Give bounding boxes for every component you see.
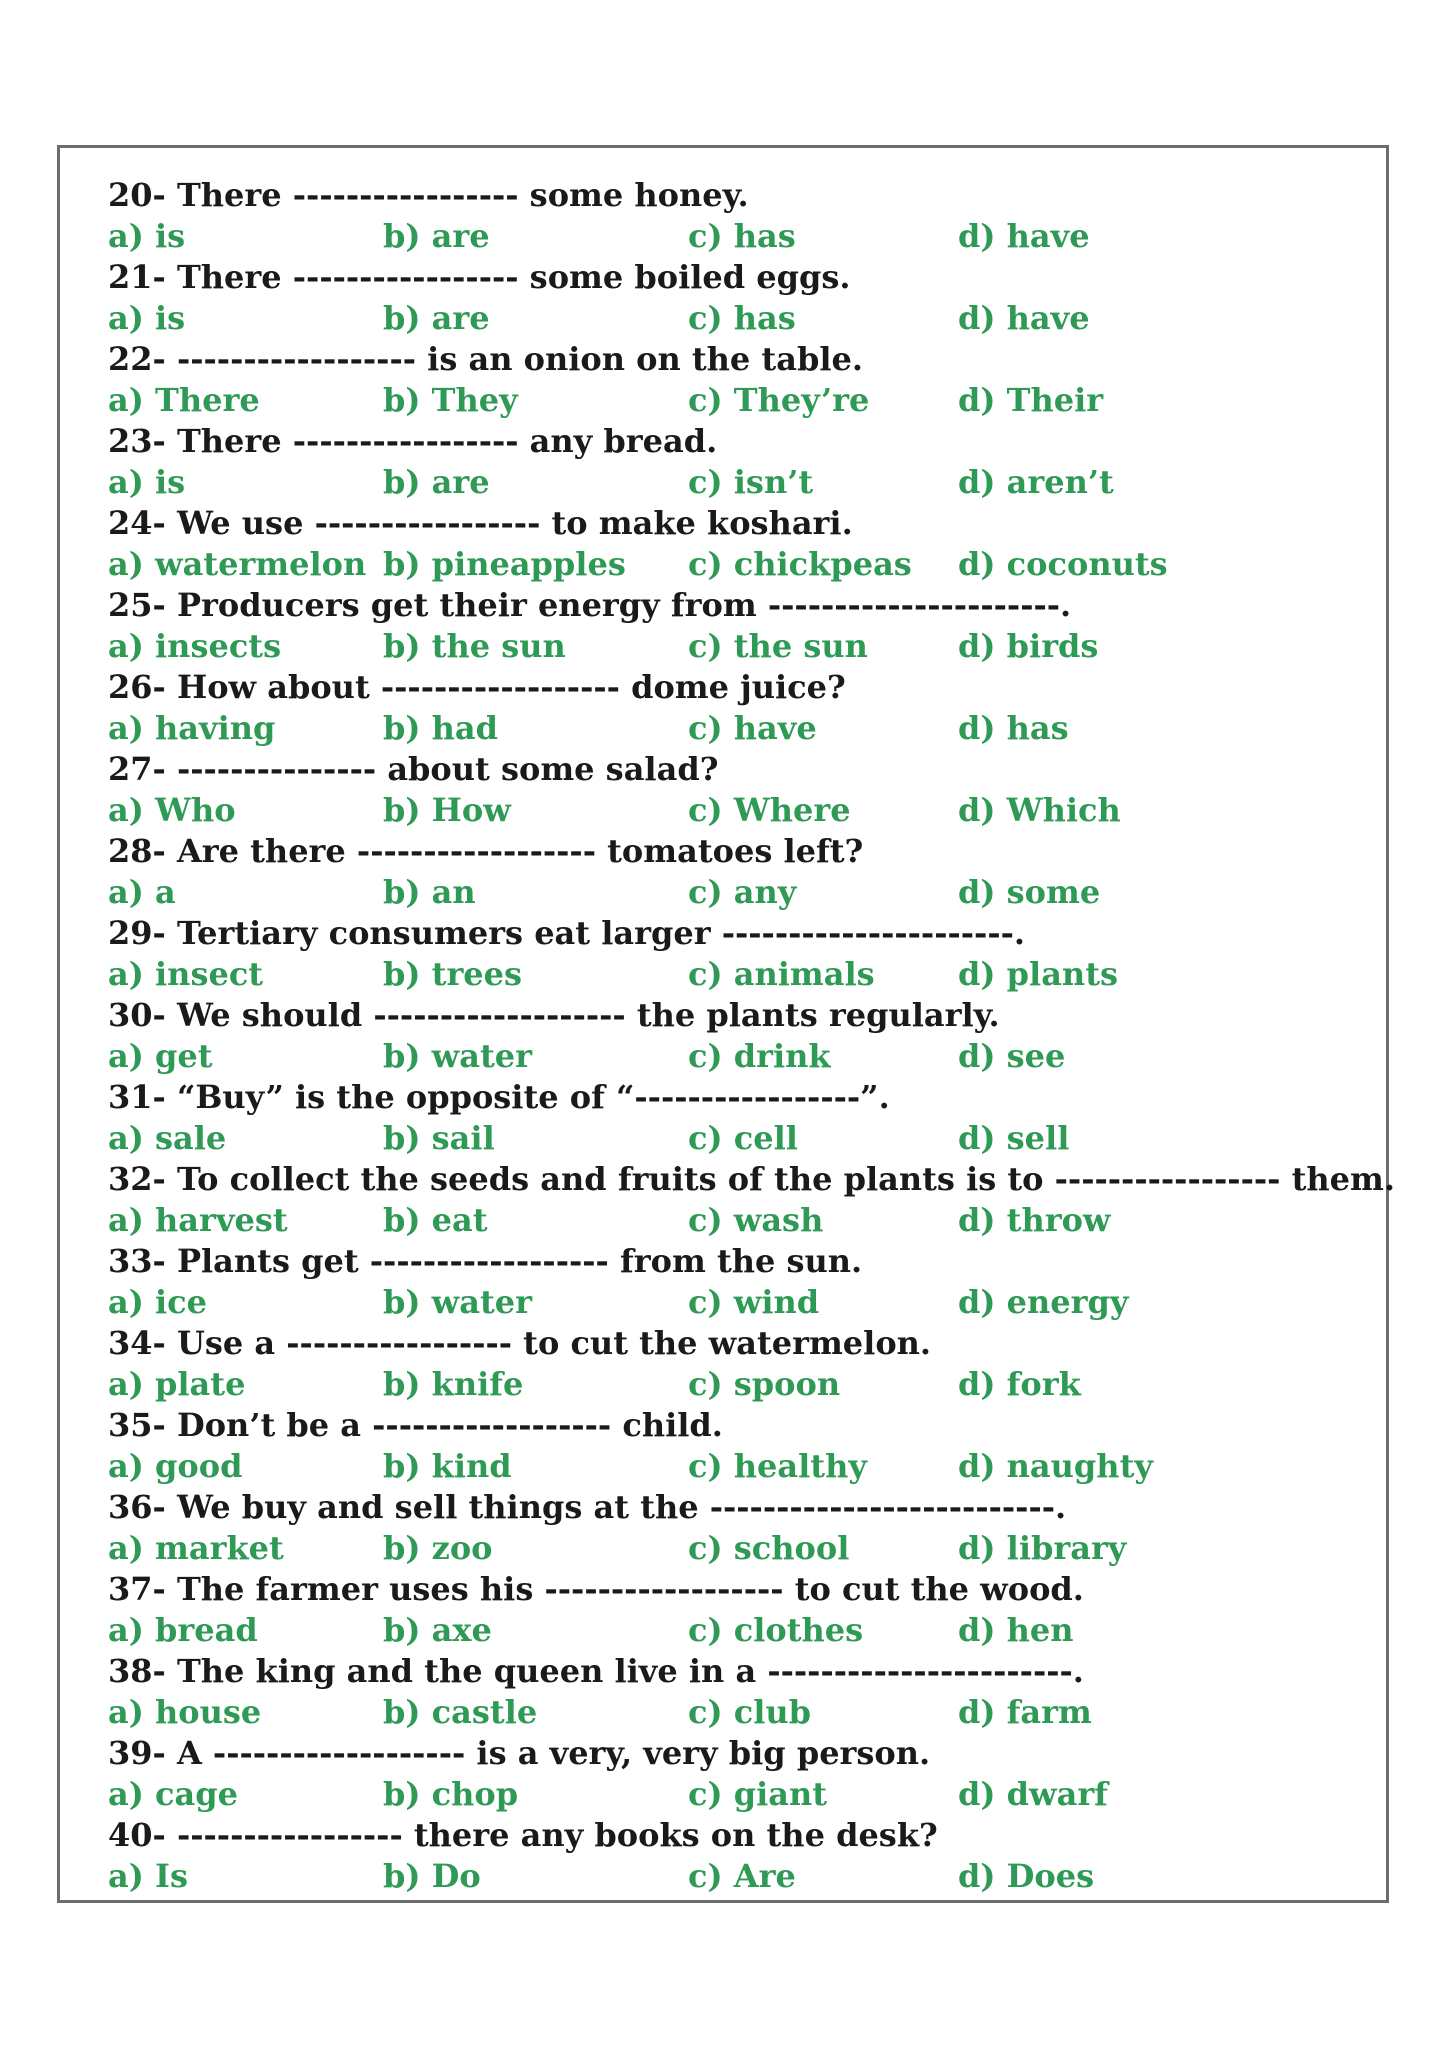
option-c: c) Where [688,791,851,829]
option-d: d) naughty [958,1447,1153,1485]
option-c: c) the sun [688,627,868,665]
question-text: 32- To collect the seeds and fruits of the plants is to ----------------- them. [108,1160,1395,1198]
option-a: a) house [108,1693,262,1731]
option-d: d) plants [958,955,1118,993]
options-row [108,872,1348,913]
question-text: 29- Tertiary consumers eat larger ----------------------. [108,914,1026,952]
option-b: b) castle [383,1693,538,1731]
option-b: b) water [383,1037,532,1075]
question-text: 38- The king and the queen live in a -----------------------. [108,1652,1084,1690]
option-d: d) dwarf [958,1775,1108,1813]
option-a: a) having [108,709,276,747]
option-c: c) have [688,709,817,747]
option-a: a) There [108,381,260,419]
options-row [108,1364,1348,1405]
option-a: a) get [108,1037,213,1075]
option-a: a) market [108,1529,284,1567]
options-row [108,1118,1348,1159]
question-text: 20- There ----------------- some honey. [108,176,749,214]
question-text: 27- --------------- about some salad? [108,750,719,788]
question-text: 40- ----------------- there any books on the desk? [108,1816,938,1854]
question-text: 26- How about ------------------ dome juice? [108,668,846,706]
option-a: a) cage [108,1775,238,1813]
option-a: a) harvest [108,1201,288,1239]
option-d: d) have [958,299,1090,337]
option-d: d) birds [958,627,1099,665]
option-b: b) are [383,217,490,255]
option-c: c) has [688,217,796,255]
question-text: 30- We should ------------------- the plants regularly. [108,996,1000,1034]
option-a: a) plate [108,1365,246,1403]
option-a: a) is [108,463,186,501]
option-b: b) pineapples [383,545,626,583]
question-text: 34- Use a ----------------- to cut the watermelon. [108,1324,932,1362]
option-c: c) isn’t [688,463,814,501]
question-text: 35- Don’t be a ------------------ child. [108,1406,723,1444]
option-d: d) library [958,1529,1127,1567]
options-row [108,1282,1348,1323]
option-b: b) knife [383,1365,524,1403]
option-c: c) They’re [688,381,870,419]
option-c: c) club [688,1693,812,1731]
option-c: c) clothes [688,1611,864,1649]
option-b: b) chop [383,1775,519,1813]
option-d: d) hen [958,1611,1074,1649]
option-d: d) have [958,217,1090,255]
options-row [108,462,1348,503]
option-a: a) is [108,217,186,255]
options-row [108,216,1348,257]
option-c: c) animals [688,955,875,993]
option-a: a) a [108,873,176,911]
option-d: d) has [958,709,1069,747]
option-d: d) some [958,873,1101,911]
options-row [108,954,1348,995]
option-c: c) chickpeas [688,545,912,583]
options-row [108,298,1348,339]
option-b: b) sail [383,1119,495,1157]
options-row [108,790,1348,831]
option-c: c) wash [688,1201,824,1239]
option-b: b) an [383,873,476,911]
option-d: d) Their [958,381,1104,419]
question-text: 25- Producers get their energy from ----------------------. [108,586,1072,624]
option-c: c) Are [688,1857,796,1895]
option-b: b) are [383,463,490,501]
option-c: c) any [688,873,797,911]
question-text: 21- There ----------------- some boiled eggs. [108,258,851,296]
options-row [108,1036,1348,1077]
option-d: d) aren’t [958,463,1114,501]
options-row [108,1774,1348,1815]
option-b: b) water [383,1283,532,1321]
option-a: a) ice [108,1283,208,1321]
option-d: d) energy [958,1283,1129,1321]
option-d: d) sell [958,1119,1070,1157]
option-b: b) axe [383,1611,492,1649]
question-text: 31- “Buy” is the opposite of “-----------------”. [108,1078,890,1116]
options-row [108,626,1348,667]
option-b: b) eat [383,1201,488,1239]
options-row [108,1200,1348,1241]
option-b: b) are [383,299,490,337]
option-b: b) the sun [383,627,566,665]
option-a: a) is [108,299,186,337]
options-row [108,380,1348,421]
options-row [108,1528,1348,1569]
option-d: d) fork [958,1365,1081,1403]
option-c: c) spoon [688,1365,841,1403]
worksheet-frame [57,145,1395,1903]
question-text: 39- A ------------------- is a very, very big person. [108,1734,931,1772]
option-d: d) see [958,1037,1066,1075]
option-d: d) throw [958,1201,1111,1239]
question-text: 23- There ----------------- any bread. [108,422,718,460]
options-row [108,544,1348,585]
question-text: 33- Plants get ------------------ from the sun. [108,1242,863,1280]
option-c: c) healthy [688,1447,867,1485]
option-a: a) insects [108,627,282,665]
option-d: d) Does [958,1857,1095,1895]
option-d: d) farm [958,1693,1092,1731]
question-text: 24- We use ----------------- to make koshari. [108,504,853,542]
option-c: c) giant [688,1775,828,1813]
option-b: b) kind [383,1447,512,1485]
option-a: a) Is [108,1857,188,1895]
options-row [108,1446,1348,1487]
option-c: c) wind [688,1283,820,1321]
option-a: a) insect [108,955,264,993]
question-text: 22- ------------------ is an onion on the table. [108,340,863,378]
option-b: b) Do [383,1857,481,1895]
option-c: c) school [688,1529,850,1567]
option-a: a) watermelon [108,545,367,583]
question-list [108,175,1395,1897]
options-row [108,708,1348,749]
option-a: a) sale [108,1119,227,1157]
option-b: b) trees [383,955,523,993]
option-a: a) good [108,1447,243,1485]
option-b: b) They [383,381,518,419]
option-a: a) bread [108,1611,258,1649]
option-d: d) Which [958,791,1121,829]
options-row [108,1610,1348,1651]
question-text: 37- The farmer uses his ------------------ to cut the wood. [108,1570,1084,1608]
option-b: b) had [383,709,499,747]
option-a: a) Who [108,791,236,829]
option-c: c) cell [688,1119,798,1157]
options-row [108,1692,1348,1733]
option-c: c) has [688,299,796,337]
question-text: 28- Are there ------------------ tomatoes left? [108,832,864,870]
question-text: 36- We buy and sell things at the --------------------------. [108,1488,1067,1526]
option-d: d) coconuts [958,545,1168,583]
option-b: b) How [383,791,511,829]
options-row [108,1856,1348,1897]
option-c: c) drink [688,1037,831,1075]
option-b: b) zoo [383,1529,493,1567]
